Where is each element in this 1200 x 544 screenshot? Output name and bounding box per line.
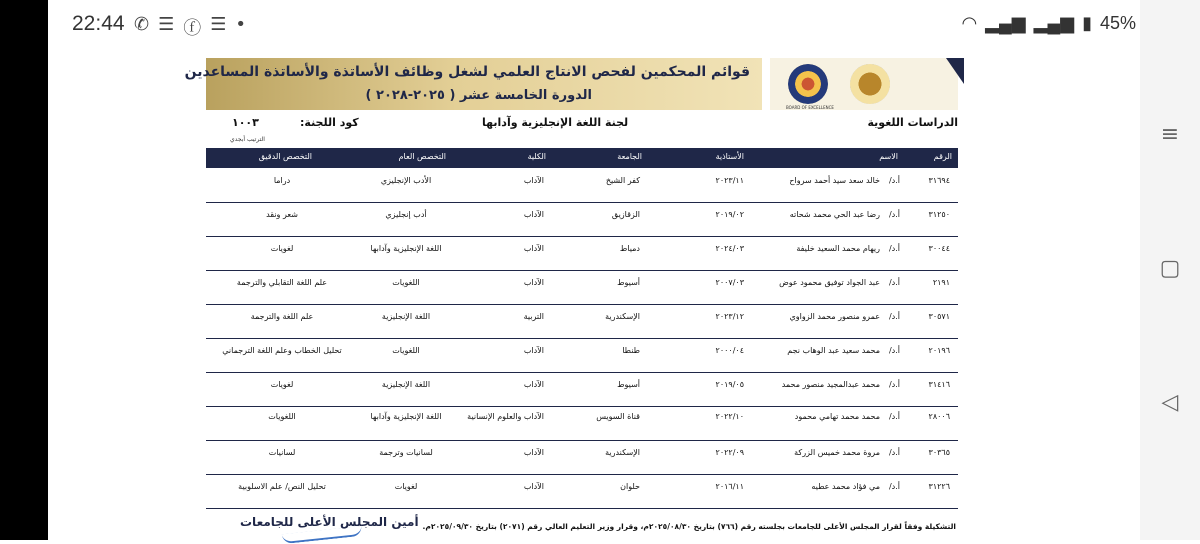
cell-university: دمياط bbox=[619, 244, 640, 253]
cell-faculty: الآداب bbox=[523, 482, 544, 491]
table-row bbox=[206, 338, 958, 372]
signal-icon: ▂▄▆ bbox=[1033, 13, 1075, 33]
cell-name: ريهام محمد السعيد خليفة bbox=[796, 244, 880, 253]
table-header bbox=[206, 148, 958, 168]
cell-university: الإسكندرية bbox=[605, 312, 640, 321]
facebook-icon: ⓕ bbox=[183, 18, 202, 39]
cell-faculty: الآداب bbox=[523, 244, 544, 253]
dot-icon: • bbox=[235, 14, 246, 35]
eagle-emblem-icon bbox=[850, 64, 890, 104]
header-university: الجامعة bbox=[617, 152, 642, 161]
cell-date: ٢٠٠٠/٠٤ bbox=[715, 346, 744, 355]
back-icon[interactable]: ◁ bbox=[1161, 390, 1179, 415]
logo-area bbox=[770, 58, 958, 110]
cell-num: ٣١٤١٦ bbox=[928, 380, 950, 389]
cell-general: اللغة الإنجليزية وآدابها bbox=[370, 244, 442, 253]
footer-note: التشكيلة وفقاً لقرار المجلس الأعلى للجامعات بجلسته رقم (٧٦٦) بتاريخ ٢٠٢٥/٠٨/٣٠م، وقرار وزير التعليم العالي رقم (٢٠٧١) بتاريخ ٢٠٢٥/٠٩/٣٠م. bbox=[422, 522, 956, 531]
battery-percent: 45% bbox=[1099, 13, 1136, 33]
cell-num: ٣٠٣٦٥ bbox=[928, 448, 950, 457]
cell-university: طنطا bbox=[622, 346, 640, 355]
cell-date: ٢٠٢٣/١١ bbox=[715, 176, 744, 185]
cell-faculty: الآداب bbox=[523, 176, 544, 185]
document-page bbox=[184, 52, 964, 540]
cell-precise: شعر ونقد bbox=[266, 210, 298, 219]
document-subtitle: الدورة الخامسة عشر ( ٢٠٢٥-٢٠٢٨ ) bbox=[365, 88, 592, 103]
table-row bbox=[206, 304, 958, 338]
cell-general: الأدب الإنجليزي bbox=[380, 176, 432, 185]
table-row bbox=[206, 406, 958, 440]
cell-general: اللغة الإنجليزية وآدابها bbox=[370, 412, 442, 421]
corner-decoration bbox=[946, 58, 964, 84]
cell-faculty: الآداب bbox=[523, 346, 544, 355]
cell-faculty: الآداب bbox=[523, 210, 544, 219]
cell-precise: دراما bbox=[273, 176, 291, 185]
cell-university: أسيوط bbox=[617, 278, 640, 287]
cell-date: ٢٠٢٢/٠٩ bbox=[715, 448, 744, 457]
cell-title: أ.د/ bbox=[888, 210, 900, 219]
header-faculty: الكلية bbox=[527, 152, 546, 161]
cell-name: رضا عبد الحي محمد شحاته bbox=[789, 210, 880, 219]
cell-general: لسانيات وترجمة bbox=[379, 448, 433, 457]
title-banner bbox=[184, 58, 762, 110]
cell-university: حلوان bbox=[620, 482, 640, 491]
sort-note: الترتيب أبجدي bbox=[230, 136, 265, 143]
cell-num: ٣١٢٥٠ bbox=[928, 210, 950, 219]
cell-name: خالد سعد سيد أحمد سرواح bbox=[789, 176, 880, 185]
cell-title: أ.د/ bbox=[888, 244, 900, 253]
cell-precise: لغويات bbox=[270, 244, 294, 253]
table-row bbox=[206, 440, 958, 474]
cell-precise: لغويات bbox=[270, 380, 294, 389]
status-bar bbox=[48, 0, 1140, 50]
cell-precise: علم اللغة التقابلي والترجمة bbox=[236, 278, 328, 287]
cell-name: عمرو منصور محمد الزواوي bbox=[789, 312, 880, 321]
header-precise-spec: التخصص الدقيق bbox=[258, 152, 312, 161]
header-general-spec: التخصص العام bbox=[398, 152, 446, 161]
system-status bbox=[961, 13, 1136, 34]
cell-university: الزقازيق bbox=[611, 210, 640, 219]
cell-name: عبد الجواد توفيق محمود عوض bbox=[779, 278, 880, 287]
cell-faculty: الآداب والعلوم الإنسانية bbox=[467, 412, 544, 421]
cell-num: ٣٠٥٧١ bbox=[928, 312, 950, 321]
committee-name: لجنة اللغة الإنجليزية وآدابها bbox=[482, 116, 629, 129]
cell-num: ٣٠٠٤٤ bbox=[928, 244, 950, 253]
cell-date: ٢٠٠٧/٠٣ bbox=[715, 278, 744, 287]
notification-icons bbox=[134, 14, 246, 40]
cell-general: لغويات bbox=[394, 482, 418, 491]
cell-university: أسيوط bbox=[617, 380, 640, 389]
logo-caption: BOARD OF EXCELLENCE bbox=[786, 105, 834, 110]
cell-date: ٢٠٢٣/١٢ bbox=[715, 312, 744, 321]
home-icon[interactable]: ▢ bbox=[1159, 256, 1181, 281]
cell-faculty: الآداب bbox=[523, 380, 544, 389]
cell-general: اللغويات bbox=[392, 346, 420, 355]
cell-name: محمد محمد تهامي محمود bbox=[794, 412, 880, 421]
cell-faculty: الآداب bbox=[523, 278, 544, 287]
black-edge bbox=[0, 0, 48, 540]
table-row bbox=[206, 372, 958, 406]
cell-general: اللغويات bbox=[392, 278, 420, 287]
cell-precise: علم اللغة والترجمة bbox=[250, 312, 314, 321]
document-title: قوائم المحكمين لفحص الانتاج العلمي لشغل وظائف الأساتذة والأساتذة المساعدين bbox=[184, 64, 750, 80]
menu-icon[interactable]: ≡ bbox=[1160, 122, 1180, 147]
whatsapp-icon: ✆ bbox=[134, 14, 150, 35]
header-professorship: الأستاذية bbox=[715, 152, 744, 161]
cell-num: ٢١٩١ bbox=[932, 278, 950, 287]
cell-name: مي فؤاد محمد عطيه bbox=[811, 482, 880, 491]
cell-date: ٢٠١٩/٠٢ bbox=[715, 210, 744, 219]
cell-num: ٣١٦٩٤ bbox=[928, 176, 950, 185]
cell-precise: تحليل الخطاب وعلم اللغة الترجماني bbox=[222, 346, 342, 355]
cell-title: أ.د/ bbox=[888, 448, 900, 457]
signature-title: أمين المجلس الأعلى للجامعات bbox=[240, 515, 419, 529]
table-row bbox=[206, 270, 958, 304]
cell-title: أ.د/ bbox=[888, 176, 900, 185]
row-divider bbox=[206, 508, 958, 509]
cell-date: ٢٠١٦/١١ bbox=[715, 482, 744, 491]
cell-date: ٢٠١٩/٠٥ bbox=[715, 380, 744, 389]
board-logo bbox=[788, 64, 828, 104]
cell-faculty: التربية bbox=[523, 312, 544, 321]
cell-name: محمد سعيد عبد الوهاب نجم bbox=[787, 346, 880, 355]
cell-university: كفر الشيخ bbox=[605, 176, 640, 185]
navigation-bar bbox=[1140, 0, 1200, 540]
table-row bbox=[206, 202, 958, 236]
chat-icon: ☰ bbox=[158, 14, 175, 35]
header-name: الاسم bbox=[879, 152, 898, 161]
cell-precise: تحليل النص/ علم الاسلوبية bbox=[238, 482, 326, 491]
cell-title: أ.د/ bbox=[888, 380, 900, 389]
cell-precise: لسانيات bbox=[268, 448, 296, 457]
cell-general: اللغة الإنجليزية bbox=[381, 380, 431, 389]
cell-university: قناة السويس bbox=[596, 412, 640, 421]
cell-name: محمد عبدالمجيد منصور محمد bbox=[781, 380, 880, 389]
cell-name: مروة محمد خميس الزركة bbox=[794, 448, 880, 457]
cell-title: أ.د/ bbox=[888, 412, 900, 421]
battery-icon: ▮ bbox=[1082, 13, 1092, 33]
cell-title: أ.د/ bbox=[888, 346, 900, 355]
chat-icon: ☰ bbox=[210, 14, 227, 35]
committee-code-label: كود اللجنة: bbox=[300, 116, 359, 129]
committee-code: ١٠٠٣ bbox=[232, 116, 259, 129]
table-row bbox=[206, 236, 958, 270]
cell-num: ٢٠١٩٦ bbox=[928, 346, 950, 355]
cell-num: ٢٨٠٠٦ bbox=[928, 412, 950, 421]
cell-general: أدب إنجليزي bbox=[385, 210, 427, 219]
cell-num: ٣١٢٢٦ bbox=[928, 482, 950, 491]
clock: 22:44 bbox=[72, 12, 125, 35]
wifi-icon: ◠ bbox=[961, 13, 978, 33]
cell-precise: اللغويات bbox=[268, 412, 296, 421]
cell-title: أ.د/ bbox=[888, 482, 900, 491]
cell-faculty: الآداب bbox=[523, 448, 544, 457]
table-row bbox=[206, 474, 958, 508]
section-name: الدراسات اللغوية bbox=[867, 116, 958, 129]
cell-date: ٢٠٢٤/٠٣ bbox=[715, 244, 744, 253]
cell-general: اللغة الإنجليزية bbox=[381, 312, 431, 321]
signal-icon: ▂▄▆ bbox=[985, 13, 1026, 33]
header-num: الرقم bbox=[933, 152, 952, 161]
cell-date: ٢٠٢٢/١٠ bbox=[715, 412, 744, 421]
cell-title: أ.د/ bbox=[888, 278, 900, 287]
table-row bbox=[206, 168, 958, 202]
cell-university: الإسكندرية bbox=[605, 448, 640, 457]
cell-title: أ.د/ bbox=[888, 312, 900, 321]
